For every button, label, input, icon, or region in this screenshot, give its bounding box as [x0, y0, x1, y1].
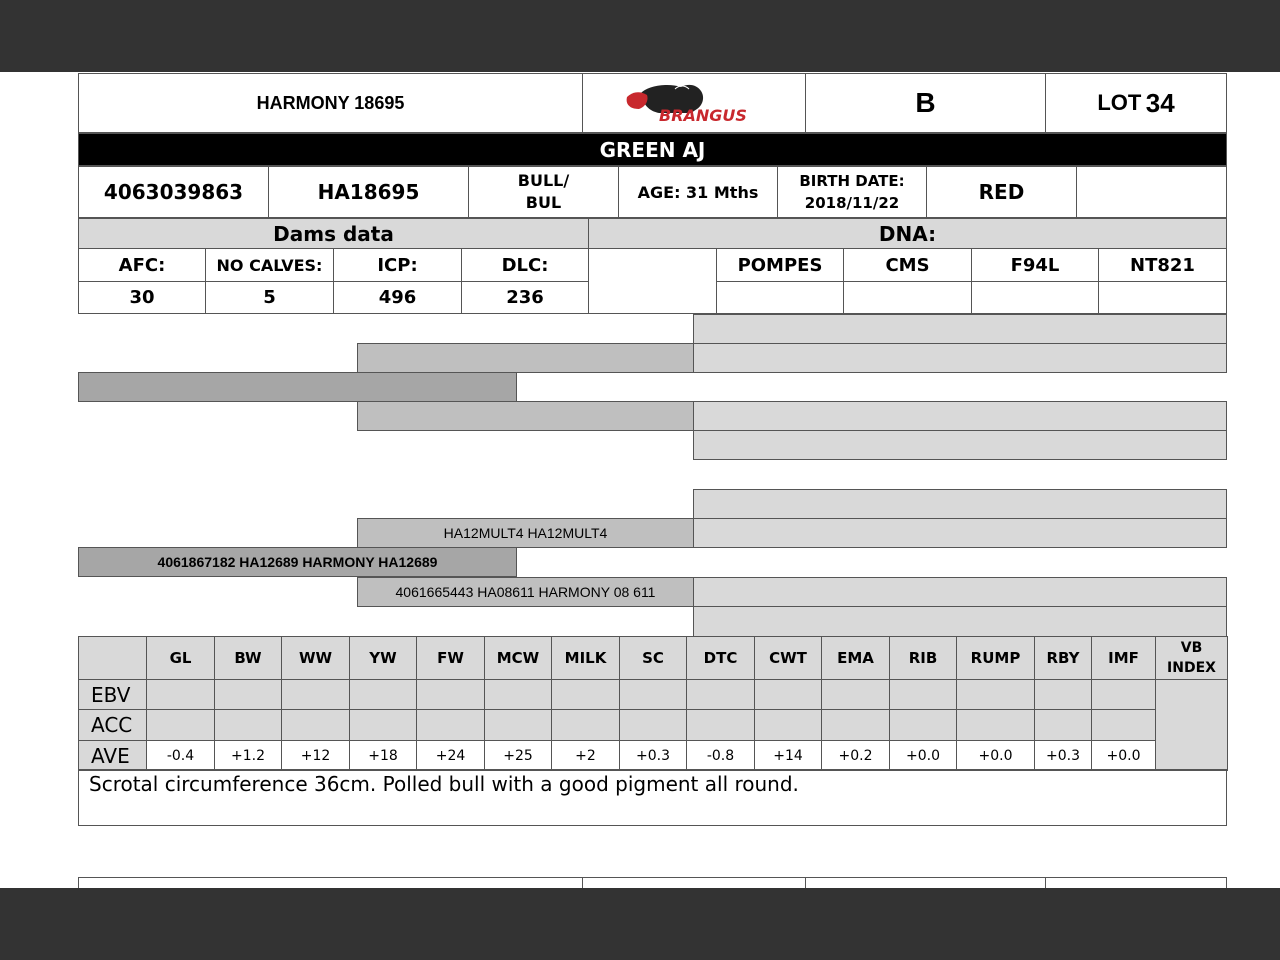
info-extra: [1076, 166, 1227, 218]
dna-value-f94l: [971, 281, 1099, 314]
pedigree-dam-dam-text: 4061665443 HA08611 HARMONY 08 611: [395, 584, 656, 600]
ebv-col-header: RIB: [890, 637, 957, 680]
vb-index-label-2: INDEX: [1167, 660, 1216, 676]
bull-logo-icon: [619, 79, 769, 127]
ebv-cell: [890, 710, 957, 741]
brangus-logo: [582, 73, 806, 133]
sex: [468, 166, 619, 218]
vb-index-label-1: VB: [1180, 640, 1203, 656]
ebv-cell: +12: [282, 741, 350, 771]
ebv-cell: +2: [552, 741, 620, 771]
ebv-cell: +0.0: [890, 741, 957, 771]
pedigree-cell: [357, 343, 694, 373]
ebv-cell: -0.8: [687, 741, 755, 771]
pedigree-cell: [357, 401, 694, 431]
dna-value-pompes: [716, 281, 844, 314]
vb-index-header: [1156, 637, 1228, 680]
dna-blank-cell: [588, 248, 717, 314]
lot-cell: [1045, 73, 1227, 133]
pedigree-sire: [78, 372, 517, 402]
pedigree-dam: [78, 547, 517, 577]
ebv-cell: [620, 680, 687, 710]
tattoo-text: HA18695: [317, 180, 420, 204]
sex-line-1: BULL/: [517, 171, 570, 190]
age-text: AGE: 31 Mths: [637, 182, 759, 202]
dams-value-dlc: [461, 281, 589, 314]
pedigree-cell: [693, 606, 1227, 637]
ebv-corner: [79, 637, 147, 680]
ebv-cell: [687, 710, 755, 741]
ebv-cell: +0.3: [620, 741, 687, 771]
ebv-row: [79, 710, 1228, 741]
ebv-col-header: YW: [350, 637, 417, 680]
dams-title: [78, 218, 589, 249]
pedigree-cell: [693, 314, 1227, 344]
birth-label: BIRTH DATE:: [799, 172, 905, 190]
ebv-cell: +24: [417, 741, 485, 771]
ebv-cell: [485, 710, 552, 741]
dams-value-icp: [333, 281, 462, 314]
dams-value-text: 5: [263, 287, 276, 308]
dna-header-text: POMPES: [737, 254, 823, 276]
animal-name: [78, 73, 583, 133]
ebv-cell: [620, 710, 687, 741]
dna-header-text: CMS: [885, 254, 930, 276]
dams-value-calves: [205, 281, 334, 314]
pedigree-dam-sire: [357, 518, 694, 548]
ebv-cell: [1092, 710, 1156, 741]
tattoo: [268, 166, 469, 218]
ebv-cell: -0.4: [147, 741, 215, 771]
ebv-row-label: ACC: [79, 710, 147, 741]
dams-header-text: ICP:: [377, 254, 418, 276]
ebv-col-header: EMA: [822, 637, 890, 680]
ebv-cell: [890, 680, 957, 710]
ebv-cell: [687, 680, 755, 710]
pedigree-cell: [693, 430, 1227, 460]
vb-index-value: [1156, 680, 1228, 771]
ebv-cell: +25: [485, 741, 552, 771]
dams-header-icp: [333, 248, 462, 282]
ebv-col-header: RUMP: [957, 637, 1035, 680]
pedigree-cell: [693, 577, 1227, 607]
ebv-cell: +18: [350, 741, 417, 771]
ebv-col-header: MCW: [485, 637, 552, 680]
dams-value-afc: [78, 281, 206, 314]
ebv-cell: [822, 680, 890, 710]
dna-header-text: F94L: [1010, 254, 1060, 276]
ebv-cell: +0.2: [822, 741, 890, 771]
ebv-cell: +14: [755, 741, 822, 771]
ebv-col-header: DTC: [687, 637, 755, 680]
ebv-cell: +1.2: [215, 741, 282, 771]
sex-line-2: BUL: [525, 193, 562, 212]
dams-header-dlc: [461, 248, 589, 282]
ebv-cell: [957, 680, 1035, 710]
ebv-cell: [822, 710, 890, 741]
ebv-col-header: CWT: [755, 637, 822, 680]
ebv-row: [79, 680, 1228, 710]
id-number: [78, 166, 269, 218]
ebv-cell: +0.0: [1092, 741, 1156, 771]
grade-cell: [805, 73, 1046, 133]
pedigree-cell: [693, 401, 1227, 431]
dna-header-pompes: [716, 248, 844, 282]
birth-date-text: 2018/11/22: [804, 194, 900, 212]
pedigree-cell: [693, 343, 1227, 373]
grade-text: B: [915, 87, 936, 118]
ebv-row: [79, 741, 1228, 771]
color-text: RED: [978, 180, 1025, 204]
color: [926, 166, 1077, 218]
ebv-cell: [1035, 680, 1092, 710]
dams-header-text: DLC:: [501, 254, 549, 276]
ebv-col-header: FW: [417, 637, 485, 680]
ebv-cell: +0.0: [957, 741, 1035, 771]
ebv-cell: [350, 680, 417, 710]
pedigree-dam-text: 4061867182 HA12689 HARMONY HA12689: [157, 554, 438, 570]
owner-name: GREEN AJ: [599, 137, 706, 162]
dams-title-text: Dams data: [273, 221, 394, 246]
ebv-cell: [350, 710, 417, 741]
animal-name-text: HARMONY 18695: [256, 92, 405, 113]
ebv-cell: [215, 680, 282, 710]
dams-value-text: 236: [506, 287, 544, 308]
dams-header-calves: [205, 248, 334, 282]
lot-number: 34: [1145, 87, 1175, 118]
viewer-top-bar: [0, 0, 1280, 72]
ebv-cell: [417, 680, 485, 710]
dna-value-nt821: [1098, 281, 1227, 314]
comment-text: Scrotal circumference 36cm. Polled bull with a good pigment all round.: [89, 772, 799, 796]
dna-header-nt821: [1098, 248, 1227, 282]
pedigree-dam-sire-text: HA12MULT4 HA12MULT4: [443, 525, 608, 541]
dams-header-afc: [78, 248, 206, 282]
ebv-col-header: GL: [147, 637, 215, 680]
dna-header-text: NT821: [1130, 254, 1195, 276]
ebv-cell: [552, 680, 620, 710]
dna-header-cms: [843, 248, 972, 282]
dna-title: [588, 218, 1227, 249]
ebv-cell: [215, 710, 282, 741]
pedigree-cell: [693, 489, 1227, 519]
viewer-bottom-bar: [0, 888, 1280, 960]
id-number-text: 4063039863: [103, 180, 244, 204]
lot-label: LOT: [1097, 90, 1142, 115]
birth-date: [777, 166, 927, 218]
dams-header-text: NO CALVES:: [216, 255, 323, 275]
dna-title-text: DNA:: [878, 221, 937, 246]
ebv-cell: [485, 680, 552, 710]
ebv-col-header: WW: [282, 637, 350, 680]
ebv-cell: [282, 680, 350, 710]
ebv-cell: [755, 710, 822, 741]
dna-header-f94l: [971, 248, 1099, 282]
ebv-cell: [147, 710, 215, 741]
dams-value-text: 496: [378, 287, 417, 308]
owner-bar: [78, 133, 1227, 166]
pedigree-cell: [693, 518, 1227, 548]
age: [618, 166, 778, 218]
ebv-cell: [957, 710, 1035, 741]
ebv-col-header: RBY: [1035, 637, 1092, 680]
ebv-col-header: BW: [215, 637, 282, 680]
ebv-col-header: SC: [620, 637, 687, 680]
ebv-table: [78, 636, 1228, 771]
ebv-col-header: MILK: [552, 637, 620, 680]
ebv-cell: +0.3: [1035, 741, 1092, 771]
pedigree-dam-dam: [357, 577, 694, 607]
ebv-col-header: IMF: [1092, 637, 1156, 680]
ebv-cell: [417, 710, 485, 741]
ebv-cell: [1092, 680, 1156, 710]
ebv-cell: [552, 710, 620, 741]
dna-value-cms: [843, 281, 972, 314]
ebv-row-label: EBV: [79, 680, 147, 710]
ebv-cell: [147, 680, 215, 710]
ebv-cell: [755, 680, 822, 710]
dams-value-text: 30: [129, 287, 155, 308]
ebv-row-label: AVE: [79, 741, 147, 771]
dams-header-text: AFC:: [118, 254, 166, 276]
ebv-cell: [1035, 710, 1092, 741]
svg-text:BRANGUS: BRANGUS: [659, 106, 747, 125]
comment-box: [78, 769, 1227, 826]
ebv-cell: [282, 710, 350, 741]
